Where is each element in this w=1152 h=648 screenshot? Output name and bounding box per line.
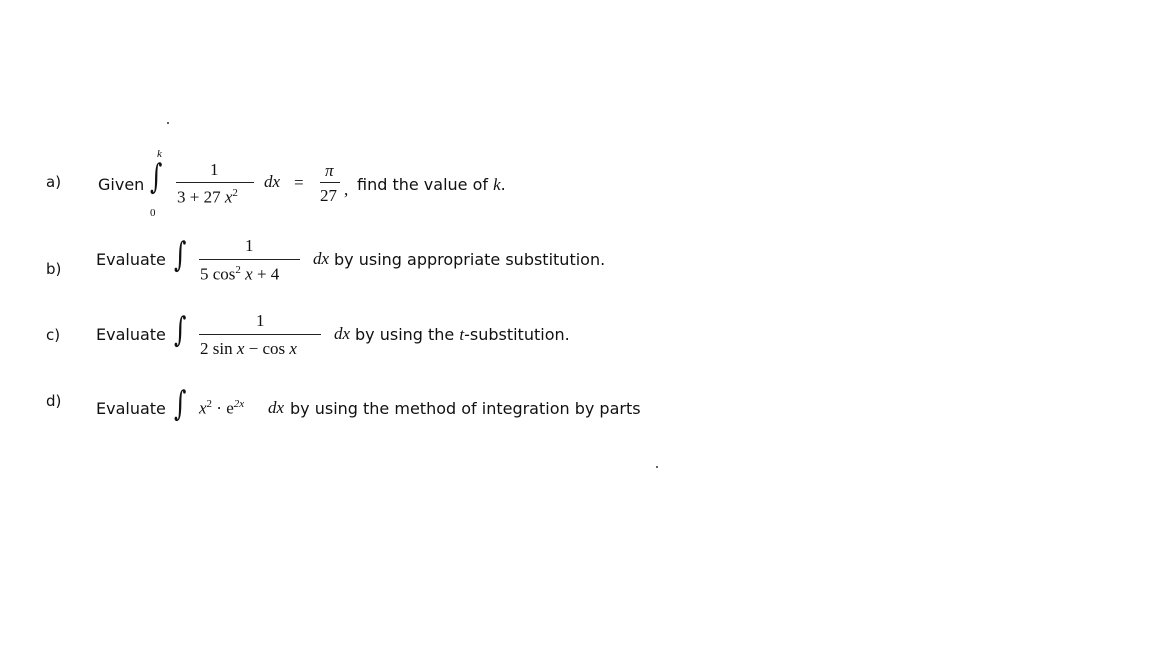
item-c-label: c) [46,326,61,344]
item-a-fraction-bar [176,182,254,183]
item-d-integrand: $x^2 \cdot e^{2x}$ [199,398,245,418]
item-c-evaluate: Evaluate [96,325,166,344]
item-b-dx: dx [313,249,330,268]
integral-sign: ∫ [174,235,187,275]
stray-mark-top [167,122,169,124]
item-b-fraction-bar [199,259,300,260]
item-c-numerator: 1 [256,311,265,330]
item-a-rhs-den: 27 [320,186,337,205]
item-b-tail: by using appropriate substitution. [334,250,606,269]
item-a-label: a) [46,173,62,191]
item-c-tail: by using the t-substitution. [355,325,570,344]
item-d-evaluate: Evaluate [96,399,166,418]
integral-sign: ∫ [174,384,187,424]
item-a-tail: find the value of k. [357,175,506,194]
item-a-equals: = [294,173,304,192]
item-b-label: b) [46,260,62,278]
item-c-fraction-bar [199,334,321,335]
item-a-numerator: 1 [210,160,219,179]
integral-sign: ∫ [174,310,187,350]
item-a-given: Given [98,175,145,194]
item-a-pi: π [325,161,334,180]
item-a-denominator: 3 + 27 $x^2$ [177,187,238,207]
item-a-comma: , [344,180,349,199]
item-a-rhs-bar [320,182,340,183]
item-d-tail: by using the method of integration by parts [290,399,641,418]
item-b-evaluate: Evaluate [96,250,166,269]
item-b-numerator: 1 [245,236,254,255]
item-d-label: d) [46,392,62,410]
item-a-dx: dx [264,172,281,191]
item-c-dx: dx [334,324,351,343]
item-b-denominator: 5 $\cos^2 x + 4$ [200,264,280,284]
stray-mark-bottom [656,466,658,468]
item-a-lower-limit: 0 [150,207,156,219]
integral-sign: ∫ [150,157,163,197]
item-a-upper-limit: k [157,148,162,160]
item-d-dx: dx [268,398,285,417]
item-c-denominator: 2 sin x − cos x [200,339,297,358]
